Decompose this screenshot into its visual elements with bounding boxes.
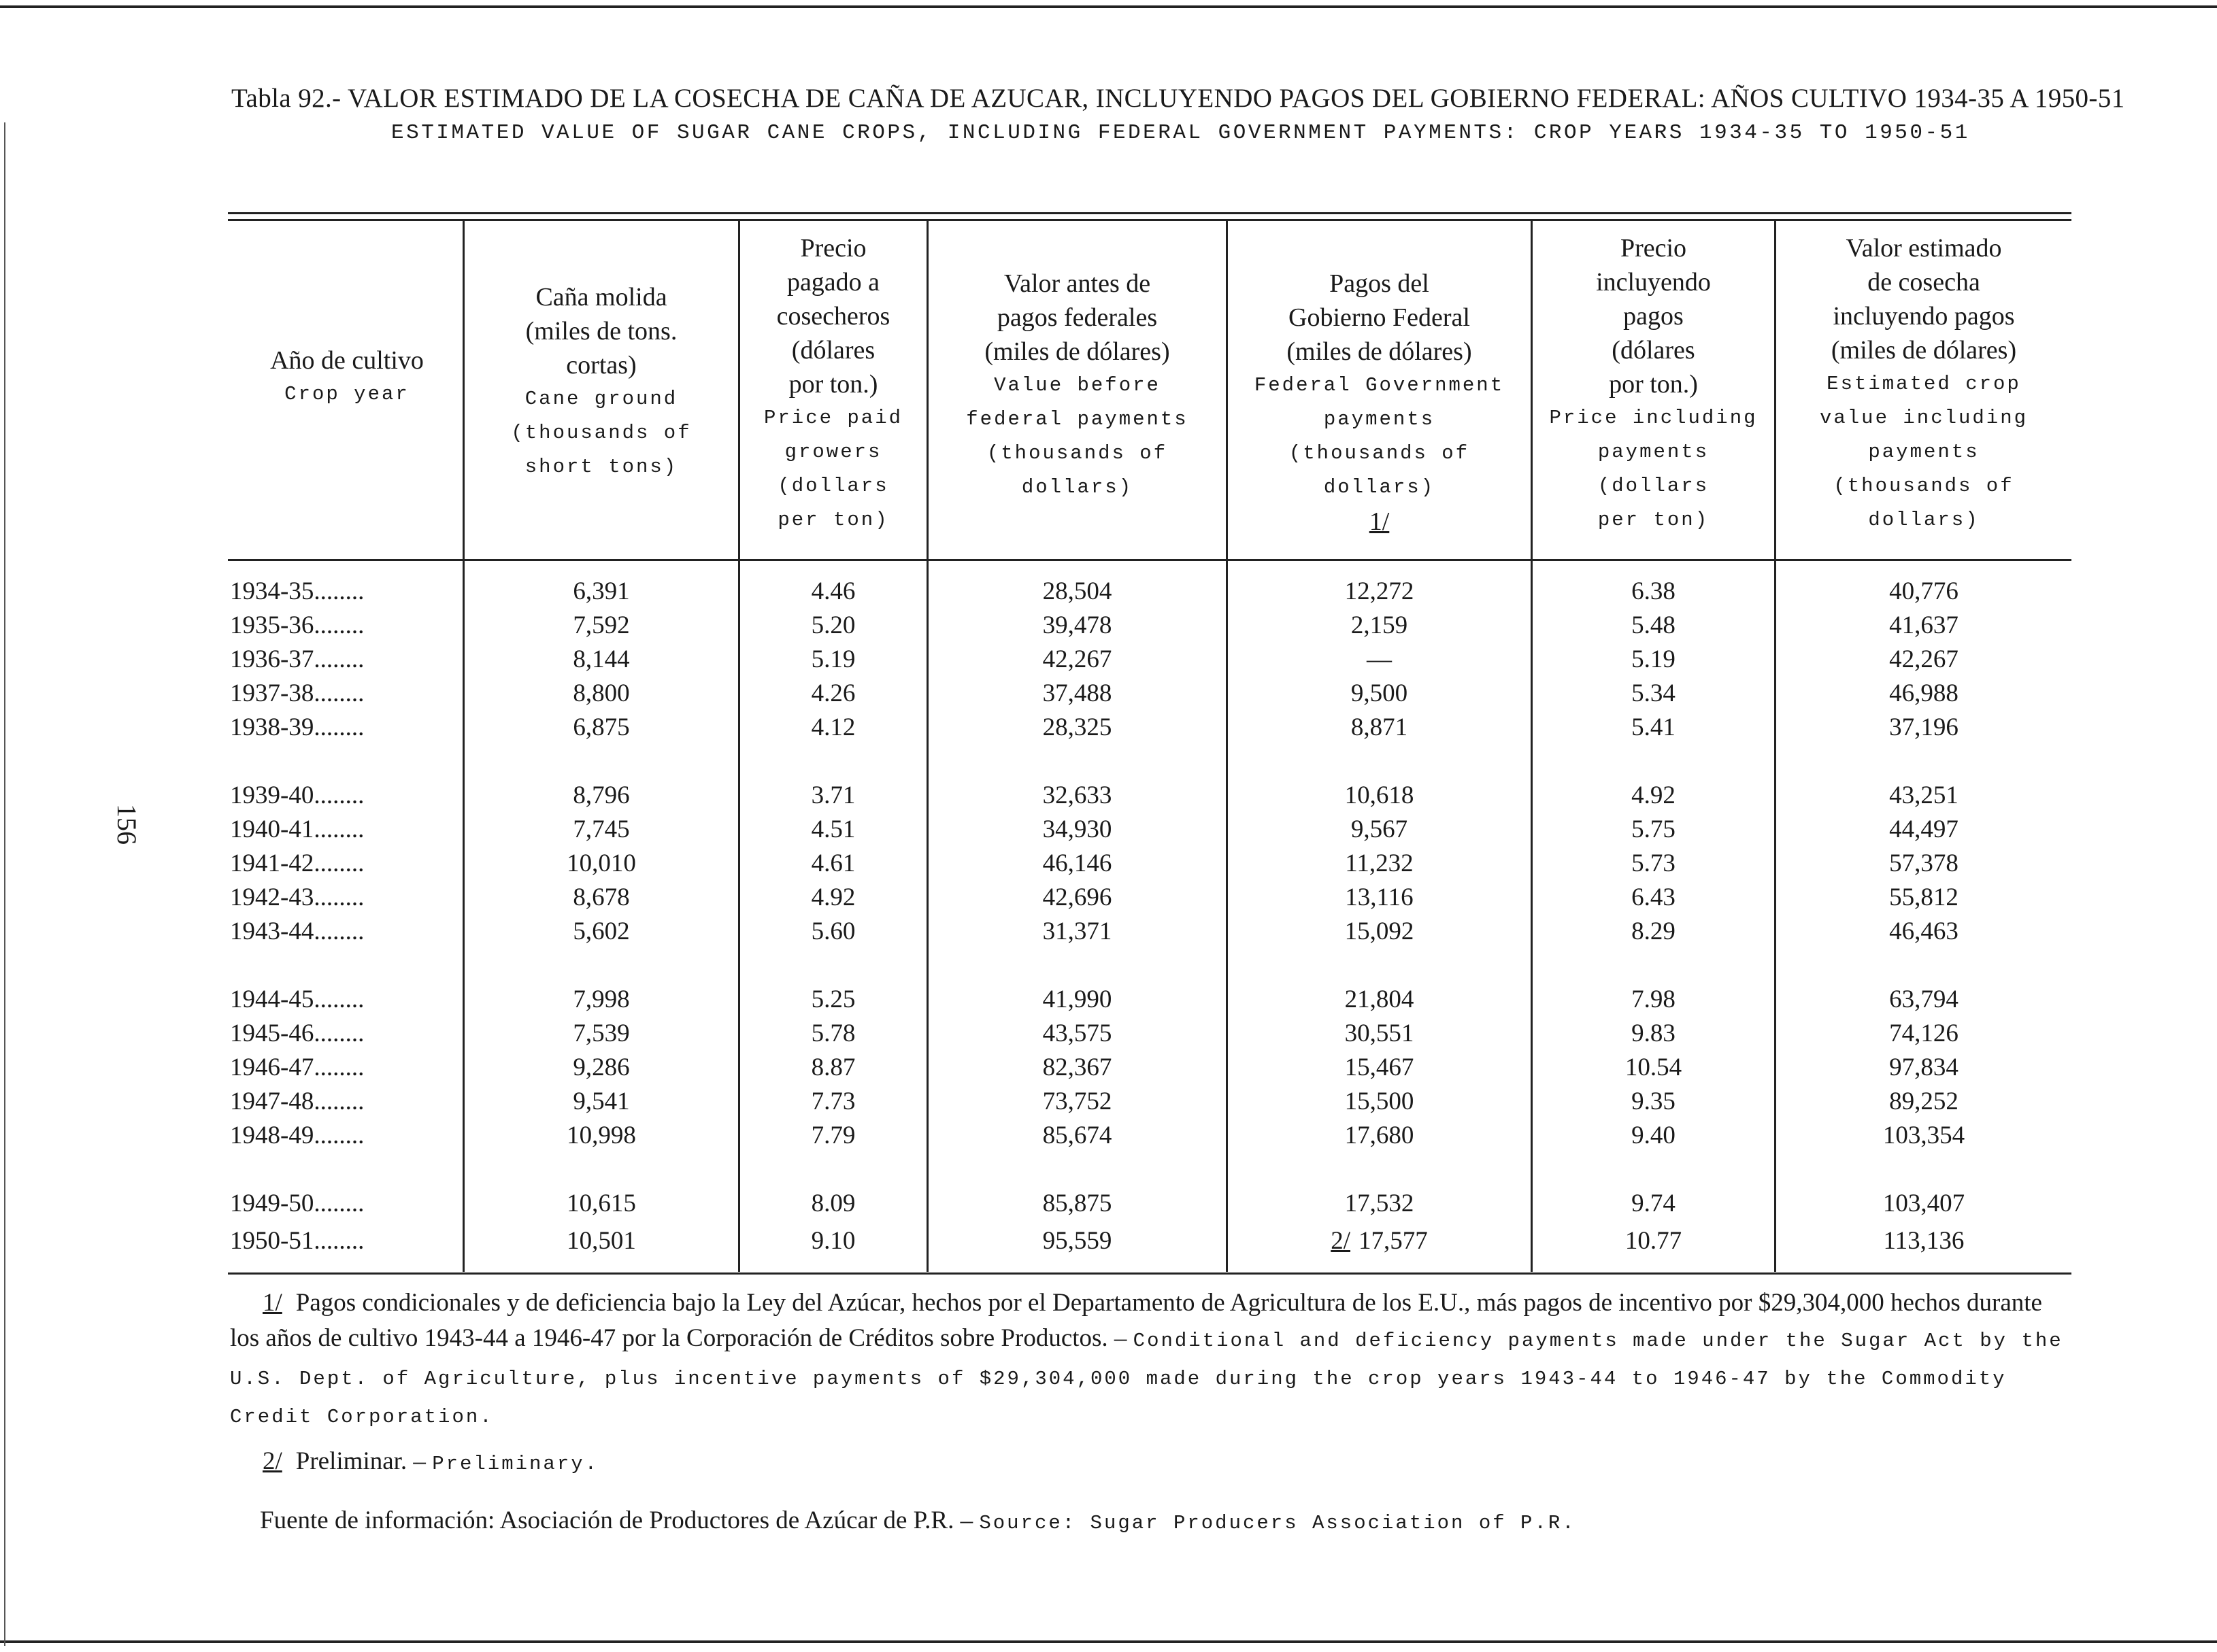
fed-payments-cell: 8,871 (1350, 713, 1408, 741)
price-cell: 4.12 (811, 713, 856, 741)
fed-payments-cell: 9,500 (1350, 679, 1408, 707)
price-cell: 9.10 (811, 1227, 856, 1255)
value-before-cell: 46,146 (1042, 849, 1112, 877)
value-before-cell: 43,575 (1042, 1019, 1112, 1047)
price-incl-cell: 10.54 (1624, 1053, 1682, 1081)
price-incl-cell: 5.19 (1631, 645, 1676, 673)
value-before-cell: 37,488 (1042, 679, 1112, 707)
value-before-cell: 73,752 (1042, 1088, 1112, 1115)
fed-payments-cell (1228, 1224, 1531, 1258)
table-top-rule (228, 212, 2071, 214)
fed-payments-value: 17,577 (1358, 1227, 1428, 1255)
header-value-before: Valor antes de pagos federales (miles de dólares) Value before federal payments (thousands of dollars) (966, 269, 1188, 499)
value-incl-cell: 55,812 (1889, 883, 1958, 911)
value-before-cell: 42,696 (1042, 883, 1112, 911)
value-incl-cell: 46,463 (1889, 917, 1958, 945)
value-incl-cell: 89,252 (1889, 1088, 1958, 1115)
value-before-cell: 28,325 (1042, 713, 1112, 741)
cane-cell: 5,602 (573, 917, 630, 945)
cane-cell: 7,592 (573, 611, 630, 639)
page-top-border (0, 5, 2217, 8)
value-before-cell: 95,559 (1042, 1227, 1112, 1255)
page-number: 156 (112, 804, 142, 845)
cane-cell: 10,010 (567, 849, 636, 877)
cane-cell: 8,800 (573, 679, 630, 707)
crop-year-cell: 1935-36........ (230, 611, 365, 639)
value-before-cell: 41,990 (1042, 985, 1112, 1013)
value-before-cell: 28,504 (1042, 577, 1112, 605)
crop-year-cell: 1941-42........ (230, 849, 365, 877)
crop-year-cell: 1947-48........ (230, 1088, 365, 1115)
page-left-border (4, 122, 5, 1646)
page-bottom-border (0, 1640, 2217, 1643)
value-before-cell: 85,674 (1042, 1122, 1112, 1149)
table-top-rule-2 (228, 219, 2071, 221)
footnote-2 (230, 1444, 2067, 1482)
fed-payments-cell: 2,159 (1350, 611, 1408, 639)
header-bottom-rule (228, 559, 2071, 561)
value-incl-cell: 74,126 (1889, 1019, 1958, 1047)
price-incl-cell: 5.48 (1631, 611, 1676, 639)
fed-payments-cell: 21,804 (1344, 985, 1414, 1013)
value-incl-cell: 97,834 (1889, 1053, 1958, 1081)
price-cell: 5.25 (811, 985, 856, 1013)
price-incl-cell: 6.43 (1631, 883, 1676, 911)
fed-payments-cell: 9,567 (1350, 815, 1408, 843)
price-incl-cell: 8.29 (1631, 917, 1676, 945)
footnote-1 (230, 1285, 2067, 1435)
value-incl-cell: 44,497 (1889, 815, 1958, 843)
crop-year-cell: 1944-45........ (230, 985, 365, 1013)
fed-payments-cell: 15,092 (1344, 917, 1414, 945)
value-incl-cell: 57,378 (1889, 849, 1958, 877)
value-incl-cell: 40,776 (1889, 577, 1958, 605)
price-cell: 5.60 (811, 917, 856, 945)
crop-year-cell: 1950-51........ (230, 1227, 365, 1255)
footnote-2-spanish: Preliminar. – (295, 1447, 426, 1475)
price-incl-cell: 4.92 (1631, 781, 1676, 809)
price-incl-cell: 7.98 (1631, 985, 1676, 1013)
price-incl-cell: 5.41 (1631, 713, 1676, 741)
source-note (260, 1503, 2097, 1541)
fed-payments-cell: 15,467 (1344, 1053, 1414, 1081)
value-incl-cell: 43,251 (1889, 781, 1958, 809)
price-cell: 3.71 (811, 781, 856, 809)
fed-payments-cell: 11,232 (1345, 849, 1414, 877)
cane-cell: 8,796 (573, 781, 630, 809)
cane-cell: 8,678 (573, 883, 630, 911)
value-incl-cell: 113,136 (1883, 1227, 1965, 1255)
price-incl-cell: 5.34 (1631, 679, 1676, 707)
crop-year-cell: 1934-35........ (230, 577, 365, 605)
value-incl-cell: 63,794 (1889, 985, 1958, 1013)
value-before-cell: 39,478 (1042, 611, 1112, 639)
crop-year-cell: 1938-39........ (230, 713, 365, 741)
value-before-cell: 85,875 (1042, 1190, 1112, 1217)
price-incl-cell: 9.40 (1631, 1122, 1676, 1149)
price-incl-cell: 5.75 (1631, 815, 1676, 843)
header-estimated-value: Valor estimado de cosecha incluyendo pagos (miles de dólares) Estimated crop value including payments (thousands of dollars) (1819, 234, 2029, 531)
price-incl-cell: 10.77 (1624, 1227, 1682, 1255)
price-incl-cell: 5.73 (1631, 849, 1676, 877)
price-cell: 4.51 (811, 815, 856, 843)
price-cell: 7.79 (811, 1122, 856, 1149)
fed-payments-cell: 30,551 (1344, 1019, 1414, 1047)
fed-payments-cell: 17,680 (1344, 1122, 1414, 1149)
crop-year-cell: 1937-38........ (230, 679, 365, 707)
price-cell: 8.09 (811, 1190, 856, 1217)
fed-payments-cell: 12,272 (1344, 577, 1414, 605)
value-incl-cell: 103,407 (1882, 1190, 1965, 1217)
price-cell: 4.46 (811, 577, 856, 605)
value-before-cell: 42,267 (1042, 645, 1112, 673)
price-cell: 5.20 (811, 611, 856, 639)
cane-cell: 9,286 (573, 1053, 630, 1081)
fed-payments-cell: 10,618 (1344, 781, 1414, 809)
price-cell: 5.19 (811, 645, 856, 673)
cane-cell: 10,615 (567, 1190, 636, 1217)
footnote-2-english: Preliminary. (432, 1453, 599, 1475)
header-federal-payments: Pagos del Gobierno Federal (miles de dólares) Federal Government payments (thousands of dollars) 1/ (1228, 267, 1531, 539)
value-incl-cell: 42,267 (1889, 645, 1958, 673)
fed-payments-cell: — (1367, 645, 1392, 673)
value-before-cell: 32,633 (1042, 781, 1112, 809)
value-before-cell: 82,367 (1042, 1053, 1112, 1081)
fed-payments-cell: 15,500 (1344, 1088, 1414, 1115)
cane-cell: 7,998 (573, 985, 630, 1013)
table-bottom-rule (228, 1272, 2071, 1275)
cane-cell: 10,501 (567, 1227, 636, 1255)
price-cell: 8.87 (811, 1053, 856, 1081)
fed-payments-cell: 17,532 (1344, 1190, 1414, 1217)
footnote-1-spanish: Pagos condicionales y de deficiencia bajo la Ley del Azúcar, hechos por el Departamento de Agricultura de los E.U., más pagos de incentivo por $29,304,000 hechos durante los años de cultivo 1943-44 a 1946-47 por la Corporación de Créditos sobre Productos. – (230, 1289, 2042, 1352)
crop-year-cell: 1945-46........ (230, 1019, 365, 1047)
price-cell: 4.61 (811, 849, 856, 877)
header-crop-year: Año de cultivo Crop year (270, 346, 424, 405)
cane-cell: 7,745 (573, 815, 630, 843)
price-cell: 7.73 (811, 1088, 856, 1115)
header-price-including: Precio incluyendo pagos (dólares por ton.) Price including payments (dollars per ton) (1549, 234, 1758, 531)
cane-cell: 9,541 (573, 1088, 630, 1115)
fed-payments-cell: 13,116 (1345, 883, 1414, 911)
footnote-1-ref: 1/ (1369, 507, 1390, 536)
crop-year-cell: 1936-37........ (230, 645, 365, 673)
cane-cell: 6,875 (573, 713, 630, 741)
price-incl-cell: 9.74 (1631, 1190, 1676, 1217)
footnote-1-english: Conditional and deficiency payments made under the Sugar Act by the U.S. Dept. of Agriculture, plus incentive payments of $29,304,000 made during the crop years 1943-44 to 1946-47 by the Commodity Credit Corporation. (230, 1330, 2063, 1428)
value-before-cell: 34,930 (1042, 815, 1112, 843)
header-price-paid: Precio pagado a cosecheros (dólares por ton.) Price paid growers (dollars per ton) (763, 234, 903, 531)
source-english: Source: Sugar Producers Association of P.R. (979, 1512, 1576, 1534)
cane-cell: 10,998 (567, 1122, 636, 1149)
cane-cell: 8,144 (573, 645, 630, 673)
price-incl-cell: 9.83 (1631, 1019, 1676, 1047)
value-incl-cell: 103,354 (1882, 1122, 1965, 1149)
price-cell: 5.78 (811, 1019, 856, 1047)
footnote-1-mark: 1/ (263, 1289, 282, 1317)
table-title-english: ESTIMATED VALUE OF SUGAR CANE CROPS, INCLUDING FEDERAL GOVERNMENT PAYMENTS: CROP YEARS 1934-35 TO 1950-51 (391, 121, 1970, 145)
price-cell: 4.92 (811, 883, 856, 911)
crop-year-cell: 1946-47........ (230, 1053, 365, 1081)
value-incl-cell: 46,988 (1889, 679, 1958, 707)
crop-year-cell: 1949-50........ (230, 1190, 365, 1217)
footnote-2-mark: 2/ (263, 1447, 282, 1475)
price-incl-cell: 6.38 (1631, 577, 1676, 605)
value-before-cell: 31,371 (1042, 917, 1112, 945)
cane-cell: 6,391 (573, 577, 630, 605)
value-incl-cell: 37,196 (1889, 713, 1958, 741)
value-incl-cell: 41,637 (1889, 611, 1958, 639)
crop-year-cell: 1940-41........ (230, 815, 365, 843)
footnote-2-ref: 2/ (1331, 1227, 1351, 1255)
header-cane-ground: Caña molida (miles de tons. cortas) Cane ground (thousands of short tons) (511, 283, 692, 478)
price-incl-cell: 9.35 (1631, 1088, 1676, 1115)
crop-year-cell: 1948-49........ (230, 1122, 365, 1149)
price-cell: 4.26 (811, 679, 856, 707)
source-spanish: Fuente de información: Asociación de Productores de Azúcar de P.R. – (260, 1506, 973, 1534)
crop-year-cell: 1942-43........ (230, 883, 365, 911)
crop-year-cell: 1943-44........ (230, 917, 365, 945)
cane-cell: 7,539 (573, 1019, 630, 1047)
table-title-spanish: Tabla 92.- VALOR ESTIMADO DE LA COSECHA DE CAÑA DE AZUCAR, INCLUYENDO PAGOS DEL GOBIERNO FEDERAL: AÑOS CULTIVO 1934-35 A 1950-51 (231, 84, 2125, 113)
crop-year-cell: 1939-40........ (230, 781, 365, 809)
